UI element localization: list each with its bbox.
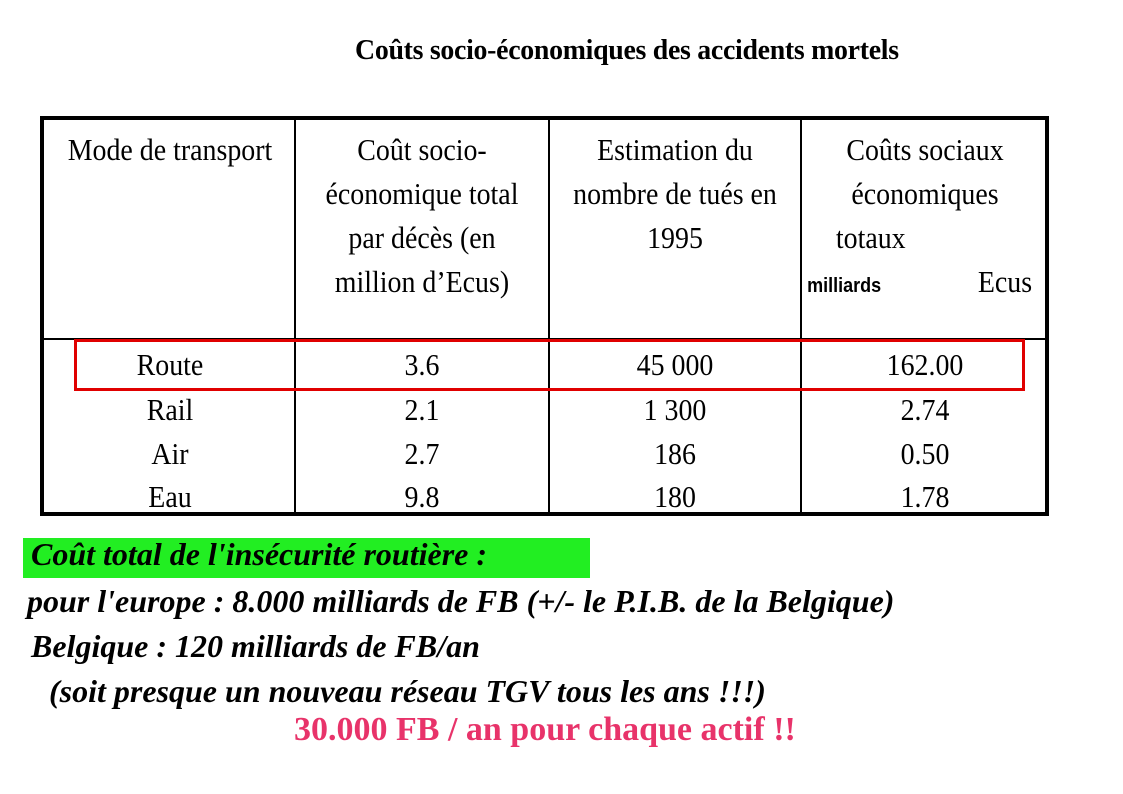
column-divider bbox=[548, 120, 550, 512]
header-line: économique total bbox=[325, 176, 519, 211]
header-line: Mode de transport bbox=[67, 132, 273, 167]
header-units bbox=[807, 260, 1034, 308]
cost-table bbox=[40, 116, 1049, 516]
header-cost-per-death bbox=[310, 128, 533, 304]
road-insecurity-heading: Coût total de l'insécurité routière : bbox=[31, 536, 488, 572]
table-cell: 186 bbox=[654, 436, 696, 471]
europe-cost-line: pour l'europe : 8.000 milliards de FB (+/- le P.I.B. de la Belgique) bbox=[27, 583, 895, 619]
table-cell: 180 bbox=[654, 479, 696, 514]
header-deaths-estimate bbox=[564, 128, 785, 260]
header-line: 1995 bbox=[647, 220, 703, 255]
header-line: économiques bbox=[851, 176, 999, 211]
table-cell: 1.78 bbox=[900, 479, 950, 514]
header-unit: Ecus bbox=[977, 264, 1033, 299]
table-cell: 2.1 bbox=[404, 392, 440, 427]
belgium-cost-line: Belgique : 120 milliards de FB/an bbox=[31, 628, 480, 664]
header-mode bbox=[60, 128, 280, 172]
table-cell: Route bbox=[136, 347, 204, 382]
table-cell: 45 000 bbox=[636, 347, 714, 382]
table-cell: 0.50 bbox=[900, 436, 950, 471]
table-cell: 9.8 bbox=[404, 479, 440, 514]
header-line: Estimation du bbox=[597, 132, 753, 167]
header-line: Coûts sociaux bbox=[846, 132, 1004, 167]
column-divider bbox=[800, 120, 802, 512]
header-line: million d’Ecus) bbox=[334, 264, 510, 299]
table-cell: 1 300 bbox=[643, 392, 707, 427]
header-line: totaux bbox=[835, 220, 906, 255]
table-cell: Eau bbox=[148, 479, 192, 514]
table-cell: Air bbox=[151, 436, 189, 471]
route-highlight-box bbox=[74, 339, 1025, 391]
header-unit-label: milliards bbox=[807, 275, 882, 297]
column-divider bbox=[294, 120, 296, 512]
page-title: Coûts socio-économiques des accidents mortels bbox=[355, 34, 899, 66]
table-cell: 2.74 bbox=[900, 392, 950, 427]
table-cell: Rail bbox=[146, 392, 194, 427]
per-worker-cost: 30.000 FB / an pour chaque actif !! bbox=[294, 711, 796, 748]
tgv-comparison-line: (soit presque un nouveau réseau TGV tous les ans !!!) bbox=[49, 673, 766, 709]
header-line: par décès (en bbox=[348, 220, 496, 255]
header-total-costs bbox=[807, 128, 1034, 308]
header-line: Coût socio- bbox=[357, 132, 487, 167]
header-line: nombre de tués en bbox=[573, 176, 777, 211]
table-cell: 2.7 bbox=[404, 436, 440, 471]
table-cell: 3.6 bbox=[404, 347, 440, 382]
table-cell: 162.00 bbox=[886, 347, 964, 382]
